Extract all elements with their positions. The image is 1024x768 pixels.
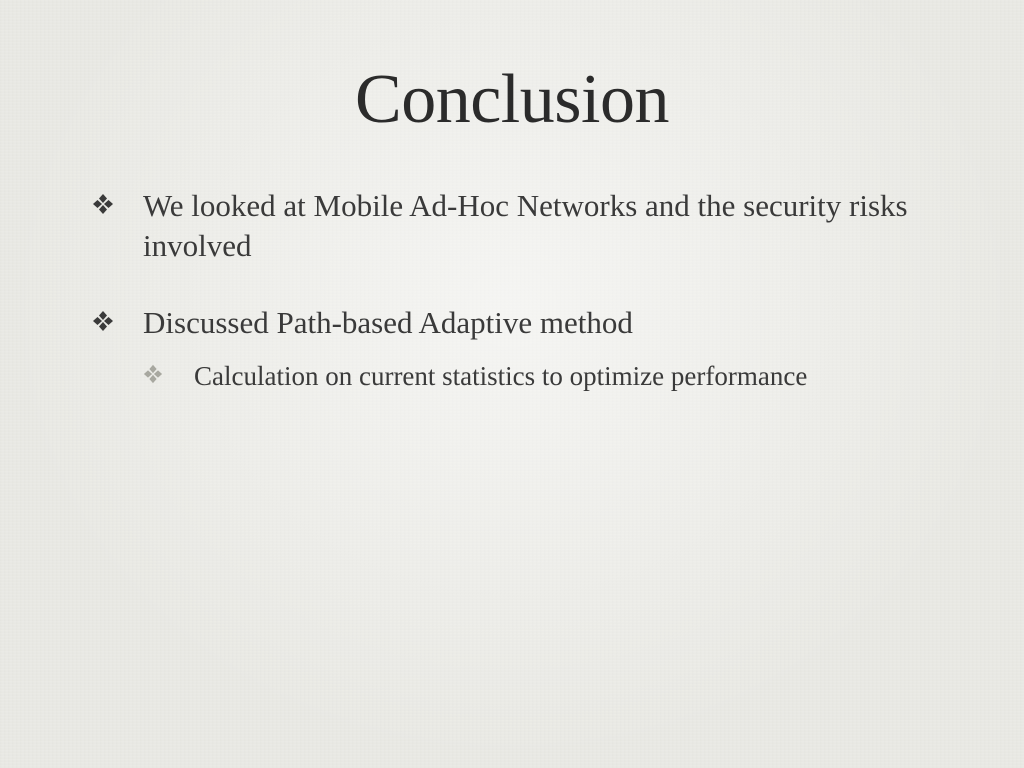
bullet-list	[92, 186, 952, 395]
sub-bullet-item	[143, 358, 834, 395]
four-diamond-icon	[143, 364, 163, 384]
four-diamond-icon	[92, 310, 114, 332]
four-diamond-icon	[92, 193, 114, 215]
bullet-text: We looked at Mobile Ad-Hoc Networks and the security risks involved	[143, 188, 908, 263]
slide-title: Conclusion	[355, 61, 669, 138]
bullet-item	[92, 303, 952, 395]
sub-bullet-text: Calculation on current statistics to optimize performance	[194, 361, 808, 391]
bullet-item	[92, 186, 952, 266]
bullet-text: Discussed Path-based Adaptive method	[143, 305, 633, 340]
